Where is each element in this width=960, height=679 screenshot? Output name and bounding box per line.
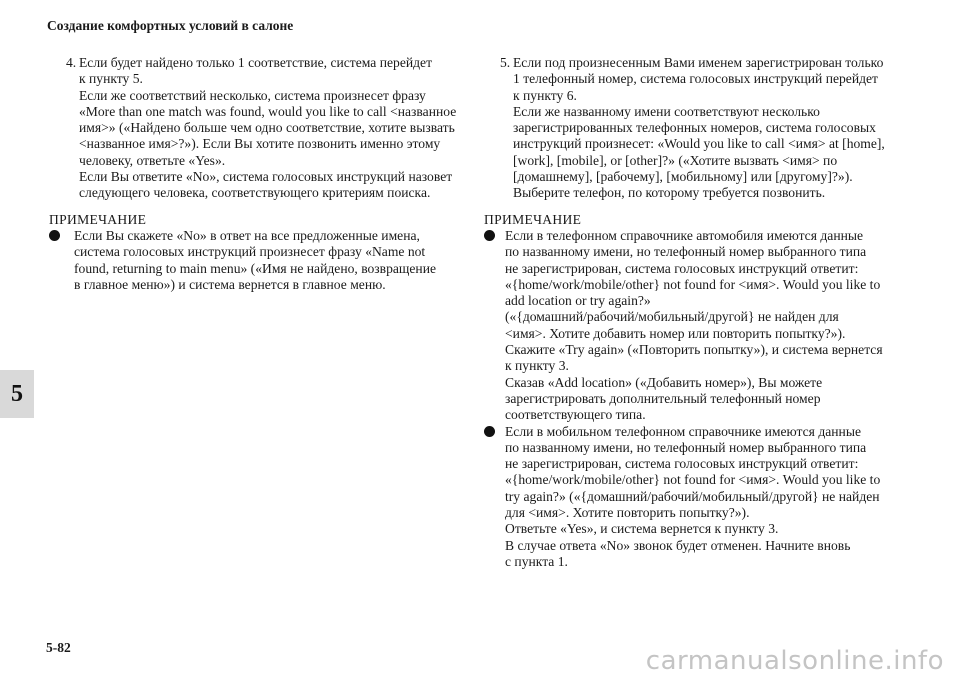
text-line: «{home/work/mobile/other} not found for <имя>. Would you like to	[505, 472, 881, 488]
text-line: Если под произнесенным Вами именем зарегистрирован только	[513, 55, 884, 70]
text-line: не зарегистрирован, система голосовых инструкций ответит:	[505, 260, 859, 276]
text-line: имя>» («Найдено больше чем одно соответствие, хотите вызвать	[79, 120, 455, 136]
text-line: <названное имя>?»). Если Вы хотите позвонить именно этому	[79, 136, 441, 152]
text-line: инструкций произнесет: «Would you like to call <имя> at [home],	[513, 136, 885, 152]
page-header: Создание комфортных условий в салоне	[47, 18, 294, 33]
text-line: <имя>. Хотите добавить номер или повторить попытку?»).	[505, 325, 846, 341]
text-line: соответствующего типа.	[505, 407, 646, 423]
text-line: add location or try again?»	[505, 293, 651, 309]
text-line: к пункту 3.	[505, 358, 569, 374]
text-line: Выберите телефон, по которому требуется позвонить.	[513, 185, 826, 201]
bullet-dot-icon	[484, 230, 495, 241]
text-line: не зарегистрирован, система голосовых инструкций ответит:	[505, 456, 859, 472]
text-line: зарегистрированных телефонных номеров, система голосовых	[513, 120, 876, 136]
page-number: 5-82	[46, 640, 71, 655]
text-line: с пункта 1.	[505, 553, 568, 569]
note-block	[49, 211, 466, 293]
step-number: 5.	[500, 55, 511, 70]
text-line: по названному имени, но телефонный номер выбранного типа	[505, 439, 867, 455]
text-line: Если Вы ответите «No», система голосовых инструкций назовет	[79, 169, 453, 185]
text-line: зарегистрировать дополнительный телефонный номер	[505, 390, 821, 406]
text-line: Если будет найдено только 1 соответствие, система перейдет	[79, 55, 433, 70]
text-line: в главное меню») и система вернется в главное меню.	[74, 276, 386, 292]
text-line: Скажите «Try again» («Повторить попытку»), и система вернется	[505, 342, 883, 358]
text-line: [домашнему], [рабочему], [мобильному] или [другому]?»).	[513, 169, 853, 185]
note-bullet	[484, 228, 895, 424]
step-item-4	[66, 55, 466, 202]
step-item-5	[500, 55, 895, 202]
text-line: found, returning to main menu» («Имя не найдено, возвращение	[74, 260, 437, 276]
text-line: следующего человека, соответствующего критериям поиска.	[79, 185, 431, 201]
text-line: Если в телефонном справочнике автомобиля имеются данные	[505, 227, 864, 243]
text-line: («{домашний/рабочий/мобильный/другой} не найден для	[505, 309, 839, 325]
text-line: для <имя>. Хотите повторить попытку?»).	[505, 505, 750, 521]
bullet-dot-icon	[484, 426, 495, 437]
text-line: [work], [mobile], or [other]?» («Хотите вызвать <имя> по	[513, 152, 838, 168]
note-block	[484, 211, 895, 571]
right-column	[484, 55, 895, 570]
text-line: человеку, ответьте «Yes».	[79, 152, 226, 168]
note-heading: ПРИМЕЧАНИЕ	[484, 211, 582, 227]
text-line: Если Вы скажете «No» в ответ на все предложенные имена,	[74, 227, 420, 243]
text-line: к пункту 6.	[513, 87, 577, 103]
text-line: Ответьте «Yes», и система вернется к пункту 3.	[505, 521, 779, 537]
text-line: Если же названному имени соответствуют несколько	[513, 103, 820, 119]
text-line: к пункту 5.	[79, 71, 143, 87]
left-column	[49, 55, 466, 293]
bullet-dot-icon	[49, 230, 60, 241]
note-bullet	[484, 424, 895, 571]
text-line: «More than one match was found, would you like to call <названное	[79, 103, 457, 119]
text-line: система голосовых инструкций произнесет фразу «Name not	[74, 244, 426, 260]
note-heading: ПРИМЕЧАНИЕ	[49, 211, 147, 227]
text-line: Если в мобильном телефонном справочнике имеются данные	[505, 423, 861, 439]
text-line: Если же соответствий несколько, система произнесет фразу	[79, 87, 426, 103]
watermark: carmanualsonline.info	[645, 646, 944, 676]
text-line: try again?» («{домашний/рабочий/мобильный/другой} не найден	[505, 488, 880, 504]
text-line: «{home/work/mobile/other} not found for <имя>. Would you like to	[505, 276, 881, 292]
text-line: 1 телефонный номер, система голосовых инструкций перейдет	[513, 71, 878, 87]
text-line: В случае ответа «No» звонок будет отменен. Начните вновь	[505, 537, 851, 553]
step-number: 4.	[66, 55, 77, 70]
chapter-tab: 5	[0, 370, 34, 418]
text-line: Сказав «Add location» («Добавить номер»), Вы можете	[505, 374, 823, 390]
note-bullet	[49, 228, 466, 293]
text-line: по названному имени, но телефонный номер выбранного типа	[505, 244, 867, 260]
